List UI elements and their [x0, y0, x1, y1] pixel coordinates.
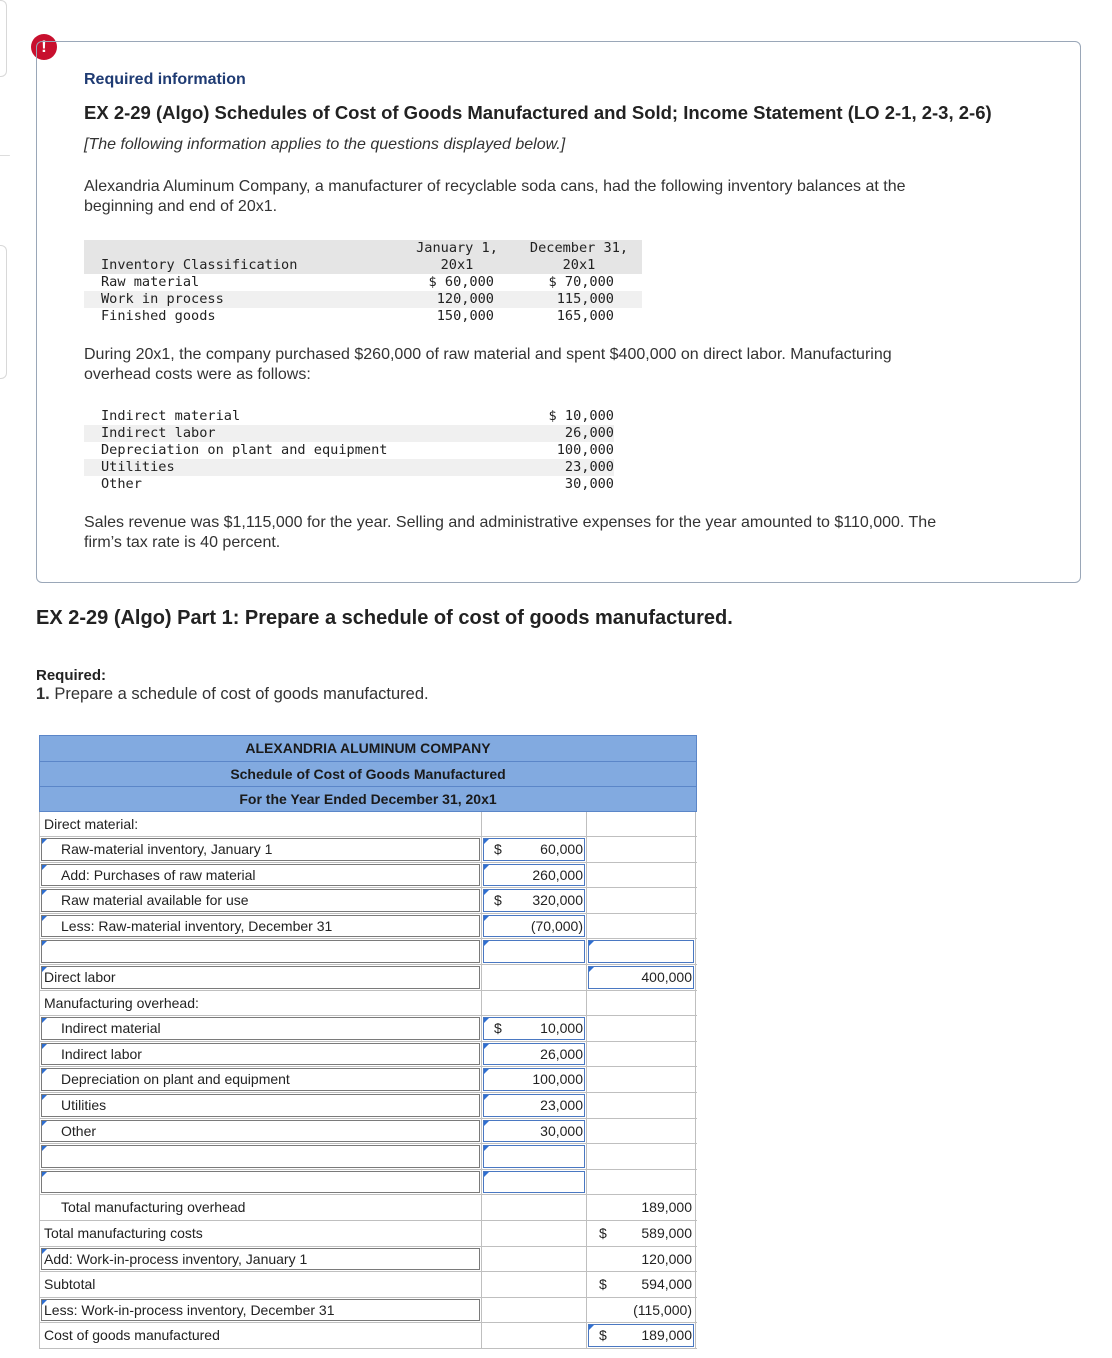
sales-line-1: Sales revenue was $1,115,000 for the year. Selling and administrative expenses for the year amounted to $110,000. The	[84, 514, 937, 531]
inventory-row-dec: $ 70,000	[548, 274, 614, 290]
intro-line-2: beginning and end of 20x1.	[84, 198, 278, 215]
schedule-amount-cell-2	[586, 939, 696, 964]
alert-icon: !	[31, 34, 57, 60]
dollar-sign: $	[599, 1276, 607, 1293]
inventory-row-dec: 165,000	[556, 308, 614, 324]
schedule-amount-input-1[interactable]	[483, 1145, 585, 1168]
required-item	[36, 685, 429, 704]
overhead-row-label: Other	[101, 476, 142, 492]
inventory-row-label: Work in process	[101, 291, 224, 307]
schedule-amount-input-1[interactable]	[483, 1171, 585, 1194]
schedule-label-cell	[39, 1093, 481, 1118]
schedule-amount-2: 189,000	[641, 1199, 692, 1216]
schedule-company-name: ALEXANDRIA ALUMINUM COMPANY	[39, 735, 697, 761]
schedule-row-label: Indirect material	[61, 1020, 161, 1037]
schedule-row-label: Manufacturing overhead:	[44, 994, 199, 1011]
schedule-amount-cell-2	[586, 1067, 696, 1092]
schedule-row-label: Less: Work-in-process inventory, December 31	[44, 1301, 335, 1318]
schedule-amount-cell-1	[481, 991, 586, 1016]
applies-note: [The following information applies to the questions displayed below.]	[84, 136, 566, 153]
schedule-amount-cell-1	[481, 1221, 586, 1246]
schedule-row	[39, 1042, 697, 1068]
overhead-row-label: Indirect material	[101, 408, 241, 424]
schedule-label-dropdown[interactable]	[41, 1094, 480, 1117]
schedule-amount-1: 320,000	[532, 892, 583, 909]
schedule-label-cell	[39, 1170, 481, 1195]
schedule-amount-cell-1	[481, 1247, 586, 1272]
overhead-intro-paragraph	[84, 345, 1014, 385]
schedule-amount-1: (70,000)	[530, 917, 583, 934]
inventory-col-jan-header-2: 20x1	[440, 257, 474, 273]
schedule-row	[39, 965, 697, 991]
schedule-row-label: Total manufacturing overhead	[61, 1199, 246, 1216]
schedule-label-cell	[39, 812, 481, 837]
schedule-amount-cell-1	[481, 914, 586, 939]
overhead-row-amount: 26,000	[564, 425, 614, 441]
schedule-row	[39, 1170, 697, 1196]
schedule-amount-cell-1	[481, 837, 586, 862]
schedule-label-cell	[39, 1016, 481, 1041]
required-info-heading: Required information	[84, 71, 246, 88]
inventory-row-label: Raw material	[101, 274, 200, 290]
schedule-amount-cell-2	[586, 1195, 696, 1220]
schedule-row	[39, 888, 697, 914]
schedule-amount-cell-2	[586, 1042, 696, 1067]
side-panel-edge-lower	[0, 245, 7, 379]
dollar-sign: $	[599, 1327, 607, 1344]
dollar-sign: $	[494, 841, 502, 858]
schedule-row	[39, 812, 697, 838]
schedule-label-cell	[39, 1298, 481, 1323]
schedule-row	[39, 1195, 697, 1221]
inventory-col-dec-header-1: December 31,	[529, 240, 629, 256]
schedule-rows	[39, 812, 697, 1349]
schedule-amount-1: 26,000	[540, 1045, 583, 1062]
schedule-amount-2: 120,000	[641, 1250, 692, 1267]
schedule-amount-cell-2	[586, 888, 696, 913]
schedule-amount-cell-1	[481, 1170, 586, 1195]
inventory-col-classification-header: Inventory Classification	[101, 257, 298, 273]
schedule-row	[39, 1093, 697, 1119]
dollar-sign: $	[494, 892, 502, 909]
schedule-amount-cell-2	[586, 1221, 696, 1246]
schedule-label-dropdown[interactable]	[41, 1171, 480, 1194]
schedule-row	[39, 939, 697, 965]
inventory-row-jan: 120,000	[436, 291, 494, 307]
schedule-label-cell	[39, 991, 481, 1016]
schedule-row-label: Subtotal	[44, 1276, 96, 1293]
schedule-amount-cell-2	[586, 1298, 696, 1323]
part-title: EX 2-29 (Algo) Part 1: Prepare a schedule of cost of goods manufactured.	[36, 607, 733, 629]
schedule-label-cell	[39, 1221, 481, 1246]
schedule-label-cell	[39, 1042, 481, 1067]
cogm-schedule	[39, 735, 697, 1349]
schedule-amount-cell-2	[586, 1170, 696, 1195]
schedule-amount-cell-1	[481, 1144, 586, 1169]
overhead-row-label: Indirect labor	[101, 425, 216, 441]
schedule-amount-cell-2	[586, 837, 696, 862]
schedule-amount-cell-1	[481, 1093, 586, 1118]
schedule-amount-cell-1	[481, 1195, 586, 1220]
schedule-label-cell	[39, 1144, 481, 1169]
schedule-row	[39, 1144, 697, 1170]
schedule-amount-cell-2	[586, 1016, 696, 1041]
schedule-period: For the Year Ended December 31, 20x1	[39, 786, 697, 812]
schedule-row-label: Raw material available for use	[61, 892, 249, 909]
schedule-row-label: Direct labor	[44, 969, 116, 986]
schedule-row-label: Add: Work-in-process inventory, January 1	[44, 1250, 308, 1267]
inventory-col-dec-header-2: 20x1	[562, 257, 596, 273]
schedule-label-cell	[39, 1272, 481, 1297]
schedule-label-cell	[39, 837, 481, 862]
schedule-amount-1: 23,000	[540, 1097, 583, 1114]
schedule-amount-cell-1	[481, 812, 586, 837]
schedule-row	[39, 837, 697, 863]
schedule-row	[39, 1016, 697, 1042]
schedule-amount-2: (115,000)	[633, 1301, 692, 1318]
schedule-row	[39, 1247, 697, 1273]
required-label: Required:	[36, 667, 107, 684]
schedule-row	[39, 1067, 697, 1093]
overhead-row-label: Utilities	[101, 459, 175, 475]
schedule-row	[39, 1298, 697, 1324]
schedule-row	[39, 1323, 697, 1349]
schedule-row-label: Direct material:	[44, 815, 139, 832]
schedule-amount-cell-2	[586, 1144, 696, 1169]
schedule-amount-2: 189,000	[641, 1327, 692, 1344]
schedule-amount-1: 10,000	[540, 1020, 583, 1037]
schedule-row-label: Less: Raw-material inventory, December 31	[61, 917, 333, 934]
schedule-amount-cell-2	[586, 914, 696, 939]
schedule-amount-cell-1	[481, 1323, 586, 1348]
schedule-amount-cell-2	[586, 965, 696, 990]
schedule-label-cell	[39, 965, 481, 990]
inventory-row-jan: 150,000	[436, 308, 494, 324]
schedule-row-label: Other	[61, 1122, 97, 1139]
schedule-amount-cell-2	[586, 863, 696, 888]
schedule-amount-cell-2	[586, 1272, 696, 1297]
intro-paragraph	[84, 177, 1014, 217]
schedule-amount-cell-1	[481, 1042, 586, 1067]
exercise-title: EX 2-29 (Algo) Schedules of Cost of Goods Manufactured and Sold; Income Statement (LO 2-1, 2-3, 2-6)	[84, 102, 992, 123]
overhead-row-label: Depreciation on plant and equipment	[101, 442, 388, 458]
schedule-amount-1: 30,000	[540, 1122, 583, 1139]
dollar-sign: $	[599, 1225, 607, 1241]
schedule-label-cell	[39, 1119, 481, 1144]
overhead-intro-line-1: During 20x1, the company purchased $260,000 of raw material and spent $400,000 on direct labor. Manufacturing	[84, 346, 892, 363]
overhead-intro-line-2: overhead costs were as follows:	[84, 366, 311, 383]
inventory-col-jan-header-1: January 1,	[416, 240, 498, 256]
schedule-amount-cell-1	[481, 1016, 586, 1041]
schedule-amount-input-1[interactable]	[483, 940, 585, 963]
schedule-amount-cell-1	[481, 939, 586, 964]
schedule-amount-cell-2	[586, 1247, 696, 1272]
schedule-amount-cell-1	[481, 888, 586, 913]
schedule-label-dropdown[interactable]	[41, 1145, 480, 1168]
schedule-label-cell	[39, 914, 481, 939]
schedule-row-label: Indirect labor	[61, 1045, 142, 1062]
schedule-row-label: Utilities	[61, 1097, 107, 1114]
side-panel-edge	[0, 0, 7, 77]
schedule-amount-cell-2	[586, 1093, 696, 1118]
inventory-row-dec: 115,000	[556, 291, 614, 307]
schedule-row	[39, 991, 697, 1017]
schedule-amount-cell-1	[481, 1272, 586, 1297]
intro-line-1: Alexandria Aluminum Company, a manufacturer of recyclable soda cans, had the following inventory balances at the	[84, 178, 906, 195]
schedule-row-label: Cost of goods manufactured	[44, 1327, 220, 1344]
dollar-sign: $	[494, 1020, 502, 1037]
overhead-row-amount: 30,000	[564, 476, 614, 492]
schedule-amount-1: 100,000	[532, 1071, 583, 1088]
schedule-label-cell	[39, 1067, 481, 1092]
schedule-amount-cell-2	[586, 1323, 696, 1348]
required-item-number: 1.	[36, 685, 50, 703]
inventory-row-jan: $ 60,000	[428, 274, 494, 290]
schedule-row	[39, 1272, 697, 1298]
schedule-amount-cell-1	[481, 1067, 586, 1092]
schedule-title: Schedule of Cost of Goods Manufactured	[39, 761, 697, 787]
schedule-amount-2: 589,000	[641, 1225, 692, 1241]
overhead-row-amount: $ 10,000	[548, 408, 614, 424]
schedule-label-dropdown[interactable]	[41, 940, 480, 963]
schedule-row	[39, 1119, 697, 1145]
schedule-amount-2: 400,000	[641, 969, 692, 986]
schedule-label-dropdown[interactable]	[41, 1120, 480, 1143]
schedule-amount-cell-2	[586, 812, 696, 837]
schedule-amount-cell-2	[586, 1119, 696, 1144]
overhead-row-amount: 23,000	[564, 459, 614, 475]
schedule-amount-2: 594,000	[641, 1276, 692, 1293]
schedule-amount-cell-2	[586, 991, 696, 1016]
schedule-row	[39, 1221, 697, 1247]
inventory-row-label: Finished goods	[101, 308, 216, 324]
schedule-row-label: Total manufacturing costs	[44, 1225, 203, 1241]
overhead-row-amount: 100,000	[556, 442, 614, 458]
required-item-text: Prepare a schedule of cost of goods manufactured.	[54, 685, 429, 703]
sales-paragraph	[84, 513, 1014, 553]
side-divider	[0, 155, 10, 156]
schedule-row	[39, 863, 697, 889]
schedule-row-label: Add: Purchases of raw material	[61, 866, 256, 883]
schedule-amount-input-2[interactable]	[588, 940, 694, 963]
schedule-amount-cell-1	[481, 1298, 586, 1323]
schedule-amount-cell-1	[481, 1119, 586, 1144]
schedule-amount-cell-1	[481, 965, 586, 990]
schedule-label-cell	[39, 863, 481, 888]
schedule-label-cell	[39, 1247, 481, 1272]
schedule-label-cell	[39, 939, 481, 964]
schedule-row-label: Depreciation on plant and equipment	[61, 1071, 290, 1088]
schedule-amount-1: 260,000	[532, 866, 583, 883]
schedule-row-label: Raw-material inventory, January 1	[61, 841, 273, 858]
schedule-amount-1: 60,000	[540, 841, 583, 858]
sales-line-2: firm’s tax rate is 40 percent.	[84, 534, 281, 551]
schedule-row	[39, 914, 697, 940]
schedule-label-cell	[39, 1195, 481, 1220]
schedule-label-cell	[39, 888, 481, 913]
schedule-label-cell	[39, 1323, 481, 1348]
schedule-amount-cell-1	[481, 863, 586, 888]
